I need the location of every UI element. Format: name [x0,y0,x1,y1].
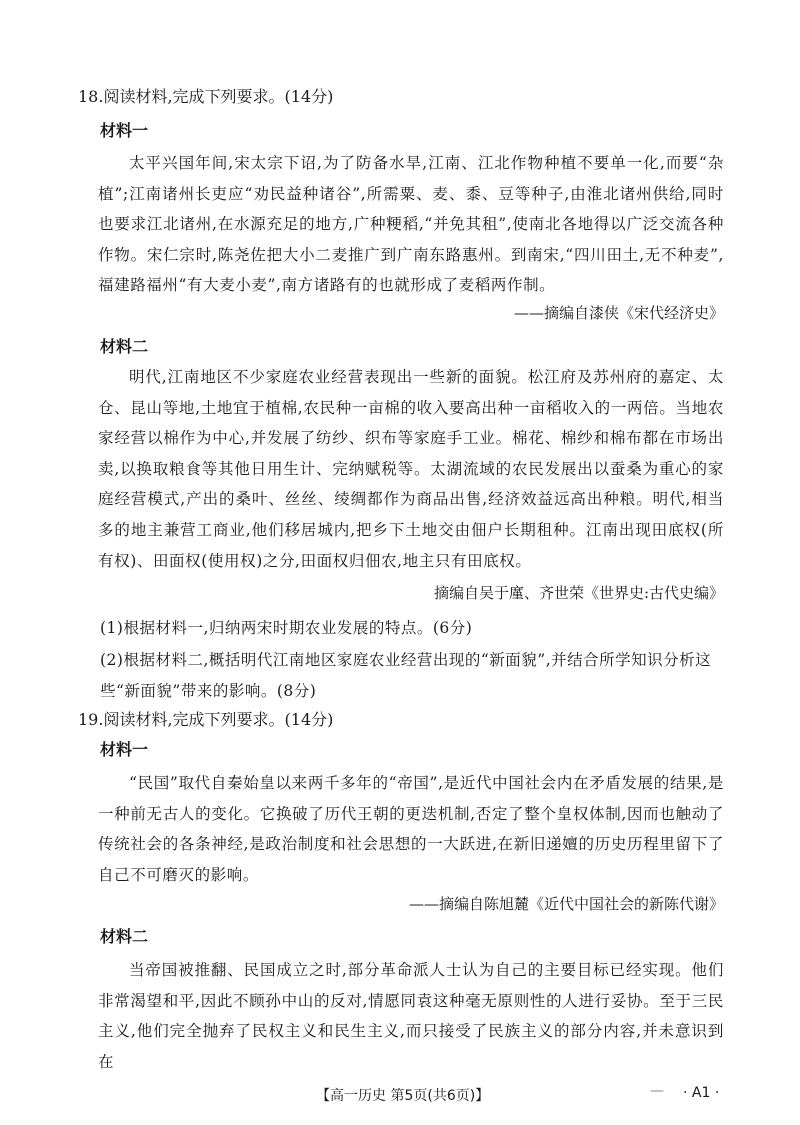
q19-material-1-heading: 材料一 [100,740,149,759]
q18-material-2-heading: 材料二 [100,337,149,356]
q19-material-2-heading: 材料二 [100,927,149,946]
q18-subquestion-1: (1)根据材料一,归纳两宋时期农业发展的特点。(6分) [100,619,473,637]
page-footer [0,1085,800,1109]
q19-material-1-text: “民国”取代自秦始皇以来两千多年的“帝国”,是近代中国社会内在矛盾发展的结果,是一种前无古人的变化。它换破了历代王朝的更迭机制,否定了整个皇权体制,因而也触动了传统社会的各条神经,是政治制度和社会思想的一大跃进,在新旧递嬗的历史历程里留下了自己不可磨灭的影响。 [98,774,724,884]
q18-material-2-source: 摘编自吴于廑、齐世荣《世界史:古代史编》 [433,584,724,602]
footer-page-info: 【高一历史 第5页(共6页)】 [316,1088,490,1104]
footer-mark: — [650,1083,664,1099]
q18-material-2-text: 明代,江南地区不少家庭农业经营表现出一些新的面貌。松江府及苏州府的嘉定、太仓、昆山等地,土地宜于植棉,农民种一亩棉的收入要高出种一亩稻收入的一两倍。当地农家经营以棉作为中心,并发展了纺纱、织布等家庭手工业。棉花、棉纱和棉布都在市场出卖,以换取粮食等其他日用生计、完纳赋税等。太湖流域的农民发展出以蚕桑为重心的家庭经营模式,产出的桑叶、丝丝、绫绸都作为商品出售,经济效益远高出种粮。明代,相当多的地主兼营工商业,他们移居城内,把乡下土地交由佃户长期租种。江南出现田底权(所有权)、田面权(使用权)之分,田面权归佃农,地主只有田底权。 [98,368,724,570]
footer-paper-code: · A1 · [683,1085,720,1101]
question-18-title: 18.阅读材料,完成下列要求。(14分) [78,87,334,106]
q19-material-1-source: ——摘编自陈旭麓《近代中国社会的新陈代谢》 [408,895,724,913]
q18-material-1-source: ——摘编自漆侠《宋代经济史》 [513,304,724,322]
q18-subquestion-2: (2)根据材料二,概括明代江南地区家庭农业经营出现的“新面貌”,并结合所学知识分析这些“新面貌”带来的影响。(8分) [100,651,712,700]
q18-material-1-text: 太平兴国年间,宋太宗下诏,为了防备水旱,江南、江北作物种植不要单一化,而要“杂植”;江南诸州长吏应“劝民益种诸谷”,所需粟、麦、黍、豆等种子,由淮北诸州供给,同时也要求江北诸州,在水源充足的地方,广种粳稻,“并免其租”,使南北各地得以广泛交流各种作物。宋仁宗时,陈尧佐把大小二麦推广到广南东路惠州。到南宋,“四川田土,无不种麦”,福建路福州“有大麦小麦”,南方诸路有的也就形成了麦稻两作制。 [98,154,724,295]
q18-material-1-heading: 材料一 [100,121,149,140]
q19-material-2-text: 当帝国被推翻、民国成立之时,部分革命派人士认为自己的主要目标已经实现。他们非常渴望和平,因此不顾孙中山的反对,情愿同袁这种毫无原则性的人进行妥协。至于三民主义,他们完全抛弃了民权主义和民生主义,而只接受了民族主义的部分内容,并未意识到在 [98,961,724,1071]
question-19-title: 19.阅读材料,完成下列要求。(14分) [78,710,334,729]
